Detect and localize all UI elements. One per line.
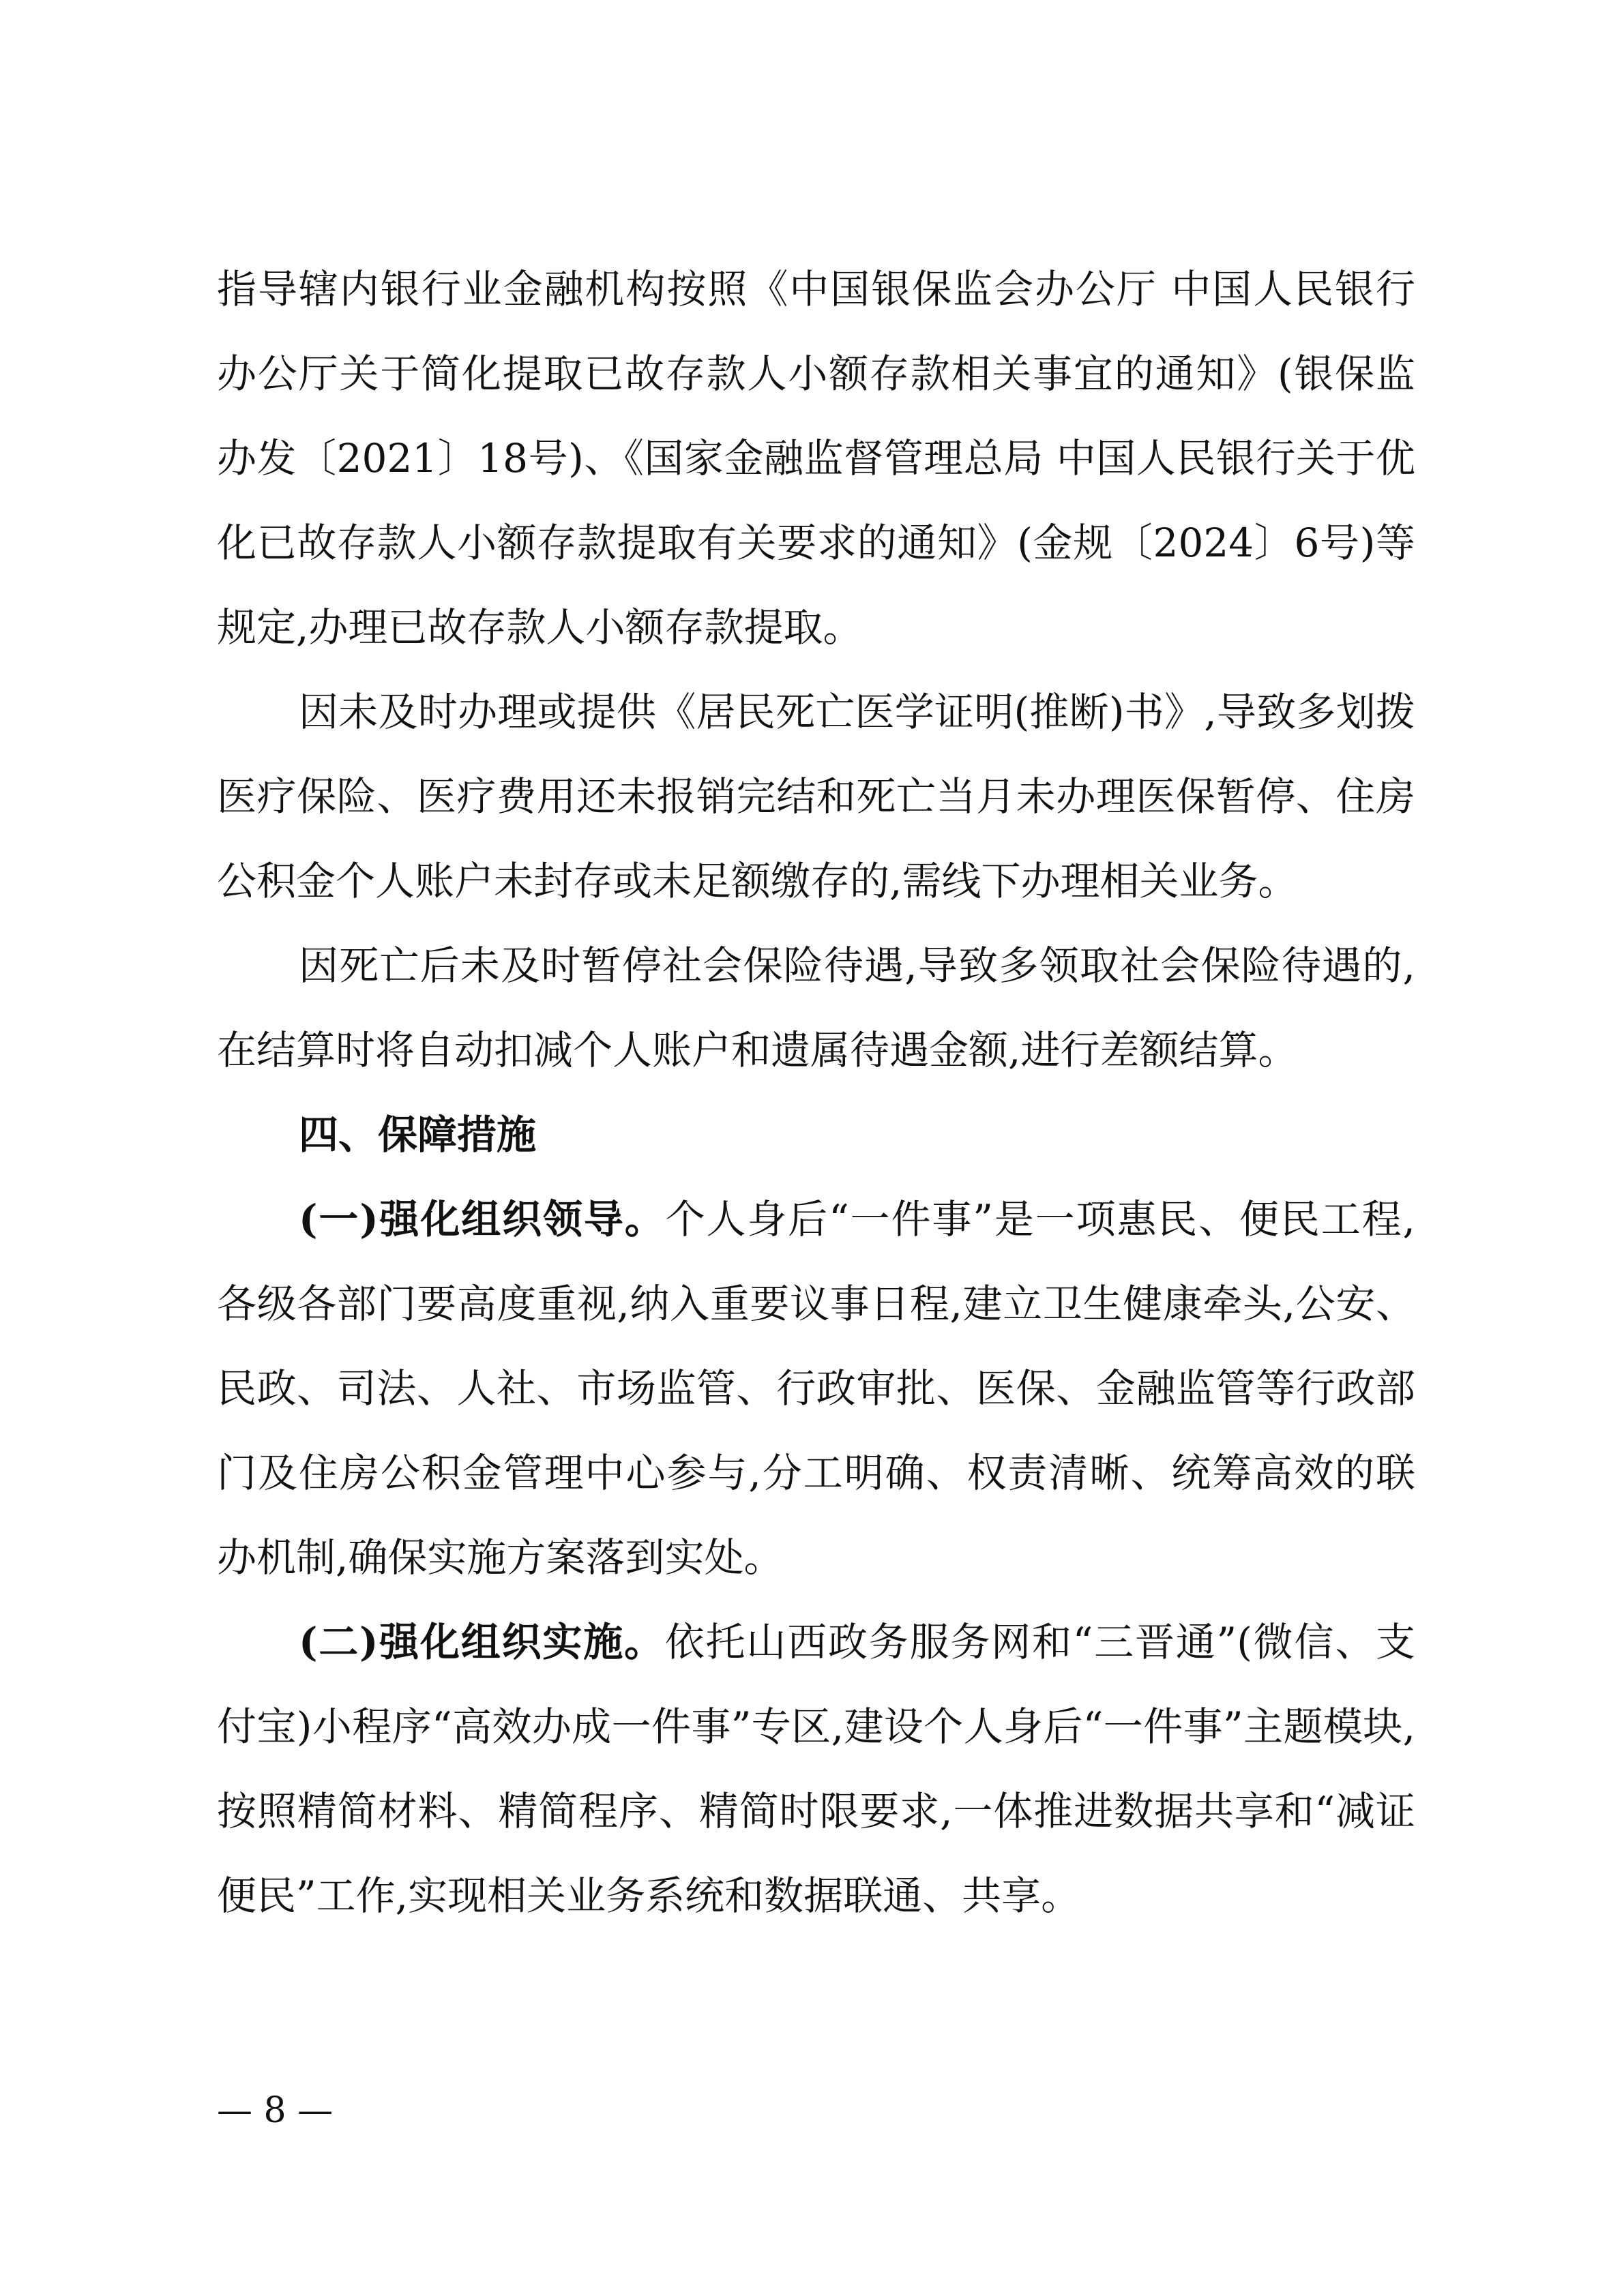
paragraph-medical-insurance: 因未及时办理或提供《居民死亡医学证明(推断)书》,导致多划拨医疗保险、医疗费用还未报销完结和死亡当月未办理医保暂停、住房公积金个人账户未封存或未足额缴存的,需线下办理相关业务。 [217,689,1415,904]
section-item-2 [217,1600,1415,1938]
paragraph-social-insurance: 因死亡后未及时暂停社会保险待遇,导致多领取社会保险待遇的,在结算时将自动扣减个人账户和遗属待遇金额,进行差额结算。 [217,942,1415,1073]
section-heading: 四、保障措施 [299,1112,537,1158]
section-item-2-lead: (二)强化组织实施。 [299,1619,665,1665]
body-text [217,247,1415,1938]
section-item-1-lead: (一)强化组织领导。 [299,1196,666,1242]
page-number: — 8 — [217,2090,334,2131]
section-item-1 [217,1177,1415,1600]
section-item-1-body: 个人身后“一件事”是一项惠民、便民工程,各级各部门要高度重视,纳入重要议事日程,建立卫生健康牵头,公安、民政、司法、人社、市场监管、行政审批、医保、金融监管等行政部门及住房公积金管理中心参与,分工明确、权责清晰、统筹高效的联办机制,确保实施方案落到实处。 [217,1196,1415,1581]
paragraph-small-deposit-withdrawal: 指导辖内银行业金融机构按照《中国银保监会办公厅 中国人民银行办公厅关于简化提取已故存款人小额存款相关事宜的通知》(银保监办发〔2021〕18号)、《国家金融监督管理总局 中国人民银行关于优化已故存款人小额存款提取有关要求的通知》(金规〔2024〕6号)等规定,办理已故存款人小额存款提取。 [217,266,1415,651]
section-item-2-body: 依托山西政务服务网和“三晋通”(微信、支付宝)小程序“高效办成一件事”专区,建设个人身后“一件事”主题模块,按照精简材料、精简程序、精简时限要求,一体推进数据共享和“减证便民”工作,实现相关业务系统和数据联通、共享。 [217,1619,1415,1919]
